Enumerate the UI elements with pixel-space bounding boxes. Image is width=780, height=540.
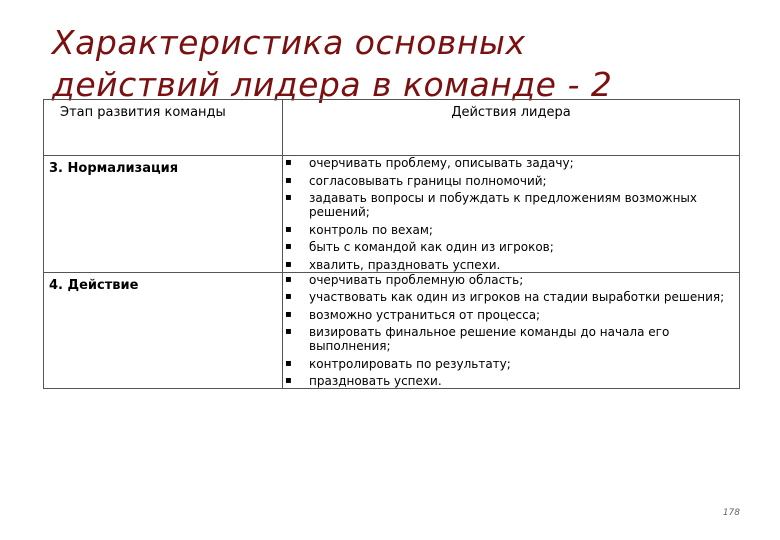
action-list [283, 156, 739, 272]
slide-title [52, 22, 752, 106]
bullet-icon: ▪ [285, 375, 292, 386]
action-item [283, 223, 739, 237]
header-stage: Этап развития команды [44, 100, 283, 156]
action-text: задавать вопросы и побуждать к предложениям возможных решений; [309, 191, 697, 219]
action-item [283, 308, 739, 322]
page-number: 178 [722, 508, 740, 518]
actions-cell [283, 272, 740, 389]
slide-title-line-1: Характеристика основных [52, 23, 526, 62]
bullet-icon: ▪ [285, 326, 292, 337]
action-text: очерчивать проблему, описывать задачу; [309, 156, 574, 170]
action-item [283, 357, 739, 371]
action-text: согласовывать границы полномочий; [309, 173, 547, 188]
action-list [283, 273, 739, 389]
bullet-icon: ▪ [285, 308, 292, 320]
bullet-icon: ▪ [285, 273, 292, 285]
action-item [283, 258, 739, 272]
bullet-icon: ▪ [285, 174, 292, 186]
action-item [283, 191, 739, 219]
action-item [283, 156, 739, 170]
action-text: контроль по вехам; [309, 222, 433, 237]
bullet-icon: ▪ [285, 241, 292, 252]
header-actions: Действия лидера [283, 100, 740, 156]
bullet-icon: ▪ [285, 357, 292, 369]
action-text: быть с командой как один из игроков; [309, 240, 554, 254]
table-row [44, 156, 740, 273]
action-text: контролировать по результату; [309, 356, 511, 371]
leader-actions-table [43, 99, 740, 389]
bullet-icon: ▪ [285, 157, 292, 168]
action-item [283, 325, 739, 353]
action-item [283, 374, 739, 388]
slide-title-line-2: действий лидера в команде - 2 [52, 65, 613, 104]
table-header-row [44, 100, 740, 156]
stage-cell: 3. Нормализация [44, 156, 283, 273]
actions-cell [283, 156, 740, 273]
action-text: праздновать успехи. [309, 374, 442, 388]
bullet-icon: ▪ [285, 192, 292, 203]
action-item [283, 273, 739, 287]
action-text: визировать финальное решение команды до начала его выполнения; [309, 325, 670, 353]
action-text: хвалить, праздновать успехи. [309, 257, 501, 272]
stage-cell: 4. Действие [44, 272, 283, 389]
action-text: очерчивать проблемную область; [309, 272, 524, 287]
action-text: участвовать как один из игроков на стадии выработки решения; [309, 290, 725, 304]
table-row [44, 272, 740, 389]
bullet-icon: ▪ [285, 258, 292, 270]
action-text: возможно устраниться от процесса; [309, 307, 541, 322]
action-item [283, 240, 739, 254]
bullet-icon: ▪ [285, 223, 292, 235]
bullet-icon: ▪ [285, 291, 292, 302]
action-item [283, 290, 739, 304]
action-item [283, 174, 739, 188]
